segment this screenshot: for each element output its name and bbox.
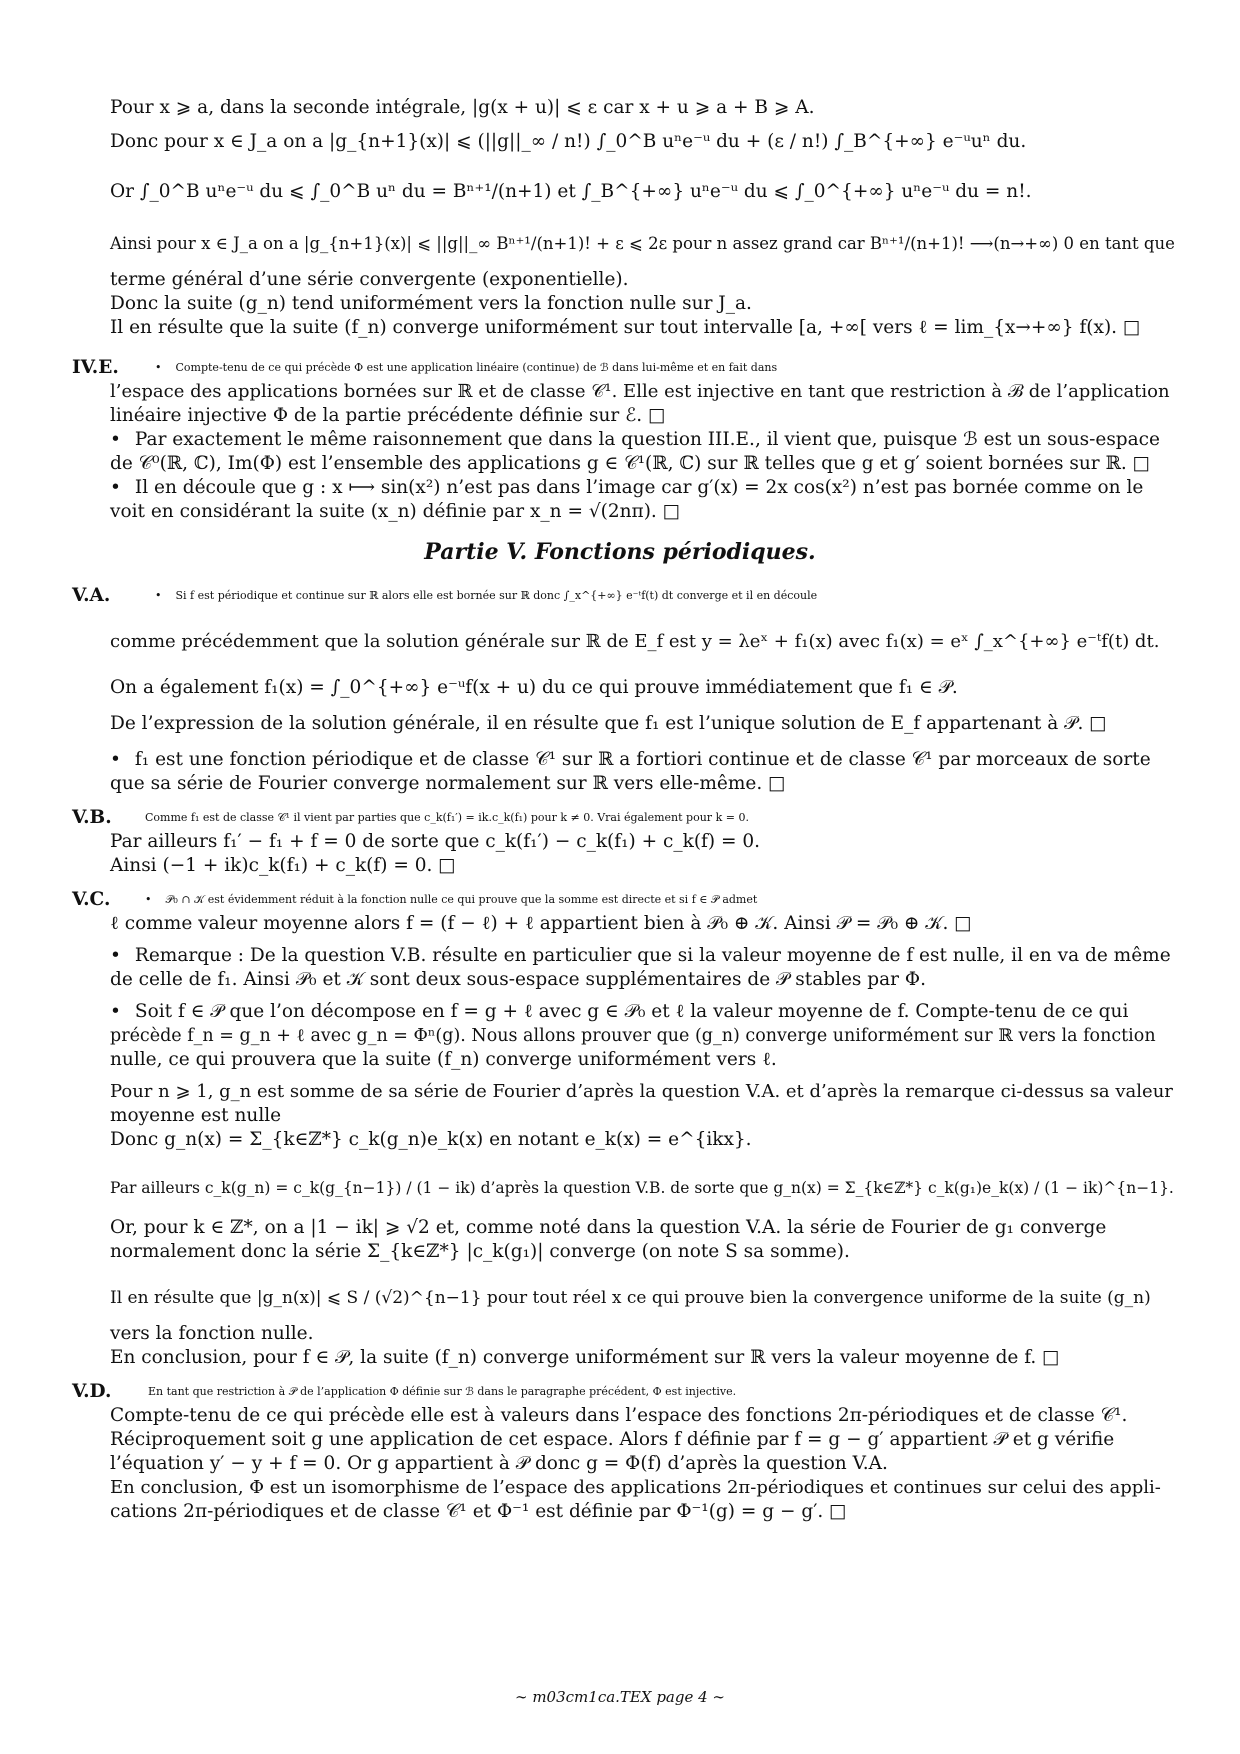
text-line: cations 2π-périodiques et de classe 𝒞¹ et Φ⁻¹ est définie par Φ⁻¹(g) = g − g′. □ [110, 1501, 847, 1522]
text-line: En conclusion, Φ est un isomorphisme de l’espace des applications 2π-périodiques et continues sur celui des appli- [110, 1477, 1161, 1498]
text-line: comme précédemment que la solution générale sur ℝ de E_f est y = λeˣ + f₁(x) avec f₁(x) = eˣ ∫_x^{+∞} e⁻ᵗf(t) dt. [110, 631, 1160, 652]
text-line: Compte-tenu de ce qui précède elle est à valeurs dans l’espace des fonctions 2π-périodiques et de classe 𝒞¹. [110, 1405, 1128, 1426]
paragraph-text: Compte-tenu de ce qui précède Φ est une application linéaire (continue) de ℬ dans lui-même et en fait dans [175, 361, 778, 374]
text-line [110, 476, 1150, 500]
paragraph-text: Par exactement le même raisonnement que dans la question III.E., il vient que, puisque ℬ est un sous-espace [134, 429, 1160, 450]
text-line: En tant que restriction à 𝒫 de l’application Φ définie sur ℬ dans le paragraphe précédent, Φ est injective. [148, 1385, 737, 1398]
bullet-icon: • [110, 749, 121, 770]
text-line: Réciproquement soit g une application de cet espace. Alors f définie par f = g − g′ appartient 𝒫 et g vérifie [110, 1429, 1115, 1450]
question-label: V.C. [72, 889, 111, 910]
text-line: que sa série de Fourier converge normalement sur ℝ vers elle-même. □ [110, 773, 786, 794]
text-line: l’équation y′ − y + f = 0. Or g appartient à 𝒫 donc g = Φ(f) d’après la question V.A. [110, 1453, 888, 1474]
section-title: Partie V. Fonctions périodiques. [424, 539, 816, 565]
text-line: Or ∫_0^B uⁿe⁻ᵘ du ⩽ ∫_0^B uⁿ du = Bⁿ⁺¹/(n+1) et ∫_B^{+∞} uⁿe⁻ᵘ du ⩽ ∫_0^{+∞} uⁿe⁻ᵘ du = n!. [110, 181, 1032, 202]
text-line: Ainsi pour x ∈ J_a on a |g_{n+1}(x)| ⩽ ||g||_∞ Bⁿ⁺¹/(n+1)! + ε ⩽ 2ε pour n assez grand car Bⁿ⁺¹/(n+1)! ⟶(n→+∞) 0 en tant que [110, 234, 1175, 253]
text-line: vers la fonction nulle. [110, 1323, 314, 1344]
text-line: En conclusion, pour f ∈ 𝒫, la suite (f_n) converge uniformément sur ℝ vers la valeur moyenne de f. □ [110, 1347, 1060, 1368]
bullet-icon: • [155, 361, 162, 374]
text-line: Donc la suite (g_n) tend uniformément vers la fonction nulle sur J_a. [110, 293, 752, 314]
text-line: Par ailleurs f₁′ − f₁ + f = 0 de sorte que c_k(f₁′) − c_k(f₁) + c_k(f) = 0. [110, 831, 761, 852]
question-label: V.D. [72, 1381, 112, 1402]
text-line [155, 584, 1195, 608]
text-line: de celle de f₁. Ainsi 𝒫₀ et 𝒦 sont deux sous-espace supplémentaires de 𝒫 stables par Φ. [110, 969, 926, 990]
text-line: Il en résulte que |g_n(x)| ⩽ S / (√2)^{n−1} pour tout réel x ce qui prouve bien la convergence uniforme de la suite (g_n) [110, 1288, 1151, 1308]
bullet-icon: • [145, 893, 152, 906]
text-line: Pour n ⩾ 1, g_n est somme de sa série de Fourier d’après la question V.A. et d’après la remarque ci-dessus sa valeur [110, 1081, 1173, 1102]
paragraph-text: 𝒫₀ ∩ 𝒦 est évidemment réduit à la fonction nulle ce qui prouve que la somme est directe et si f ∈ 𝒫 admet [165, 893, 758, 906]
text-line [110, 748, 1150, 772]
text-line: De l’expression de la solution générale, il en résulte que f₁ est l’unique solution de E_f appartenant à 𝒫. □ [110, 713, 1107, 734]
bullet-icon: • [110, 1001, 121, 1022]
text-line: Ainsi (−1 + ik)c_k(f₁) + c_k(f) = 0. □ [110, 855, 456, 876]
text-line: moyenne est nulle [110, 1105, 282, 1126]
question-label: IV.E. [72, 357, 119, 378]
paragraph-text: Il en découle que g : x ⟼ sin(x²) n’est pas dans l’image car g′(x) = 2x cos(x²) n’est pas bornée comme on le [134, 477, 1144, 498]
text-line [110, 1000, 1150, 1024]
text-line: normalement donc la série Σ_{k∈ℤ*} |c_k(g₁)| converge (on note S sa somme). [110, 1241, 850, 1262]
text-line: ℓ comme valeur moyenne alors f = (f − ℓ) + ℓ appartient bien à 𝒫₀ ⊕ 𝒦. Ainsi 𝒫 = 𝒫₀ ⊕ 𝒦. □ [110, 913, 972, 934]
text-line: Donc g_n(x) = Σ_{k∈ℤ*} c_k(g_n)e_k(x) en notant e_k(x) = e^{ikx}. [110, 1129, 752, 1150]
paragraph-text: Si f est périodique et continue sur ℝ alors elle est bornée sur ℝ donc ∫_x^{+∞} e⁻ᵗf(t) dt converge et il en découle [175, 589, 818, 602]
paragraph-text: Remarque : De la question V.B. résulte en particulier que si la valeur moyenne de f est nulle, il en va de même [134, 945, 1171, 966]
bullet-icon: • [110, 477, 121, 498]
text-line: Comme f₁ est de classe 𝒞¹ il vient par parties que c_k(f₁′) = ik.c_k(f₁) pour k ≠ 0. Vrai également pour k = 0. [145, 811, 749, 824]
text-line: linéaire injective Φ de la partie précédente définie sur ℰ. □ [110, 405, 666, 426]
text-line: Pour x ⩾ a, dans la seconde intégrale, |g(x + u)| ⩽ ε car x + u ⩾ a + B ⩾ A. [110, 97, 815, 118]
text-line: voit en considérant la suite (x_n) définie par x_n = √(2nπ). □ [110, 501, 681, 522]
question-label: V.A. [72, 585, 111, 606]
text-line [110, 428, 1160, 452]
text-line: Donc pour x ∈ J_a on a |g_{n+1}(x)| ⩽ (||g||_∞ / n!) ∫_0^B uⁿe⁻ᵘ du + (ε / n!) ∫_B^{+∞} e⁻ᵘuⁿ du. [110, 131, 1027, 152]
page-footer: ∼ m03cm1ca.TEX page 4 ∼ [515, 1688, 725, 1706]
paragraph-text: Soit f ∈ 𝒫 que l’on décompose en f = g + ℓ avec g ∈ 𝒫₀ et ℓ la valeur moyenne de f. Compte-tenu de ce qui [134, 1001, 1129, 1022]
bullet-icon: • [110, 945, 121, 966]
text-line: de 𝒞⁰(ℝ, ℂ), Im(Φ) est l’ensemble des applications g ∈ 𝒞¹(ℝ, ℂ) sur ℝ telles que g et g′ soient bornées sur ℝ. □ [110, 453, 1151, 474]
text-line [145, 888, 1185, 912]
text-line: Il en résulte que la suite (f_n) converge uniformément sur tout intervalle [a, +∞[ vers ℓ = lim_{x→+∞} f(x). □ [110, 317, 1141, 338]
text-line [155, 356, 1195, 380]
text-line: précède f_n = g_n + ℓ avec g_n = Φⁿ(g). Nous allons prouver que (g_n) converge uniformément sur ℝ vers la fonction [110, 1026, 1156, 1046]
text-line: On a également f₁(x) = ∫_0^{+∞} e⁻ᵘf(x + u) du ce qui prouve immédiatement que f₁ ∈ 𝒫. [110, 677, 958, 698]
text-line: Or, pour k ∈ ℤ*, on a |1 − ik| ⩾ √2 et, comme noté dans la question V.A. la série de Fourier de g₁ converge [110, 1217, 1107, 1238]
text-line [110, 944, 1171, 968]
text-line: terme général d’une série convergente (exponentielle). [110, 269, 629, 290]
question-label: V.B. [72, 807, 112, 828]
paragraph-text: f₁ est une fonction périodique et de classe 𝒞¹ sur ℝ a fortiori continue et de classe 𝒞¹ par morceaux de sorte [134, 749, 1151, 770]
bullet-icon: • [155, 589, 162, 602]
text-line: l’espace des applications bornées sur ℝ et de classe 𝒞¹. Elle est injective en tant que restriction à ℬ de l’application [110, 381, 1170, 402]
text-line: nulle, ce qui prouvera que la suite (f_n) converge uniformément vers ℓ. [110, 1049, 777, 1070]
bullet-icon: • [110, 429, 121, 450]
text-line: Par ailleurs c_k(g_n) = c_k(g_{n−1}) / (1 − ik) d’après la question V.B. de sorte que g_n(x) = Σ_{k∈ℤ*} c_k(g₁)e_k(x) / (1 − ik)^{n−1}. [110, 1179, 1174, 1197]
